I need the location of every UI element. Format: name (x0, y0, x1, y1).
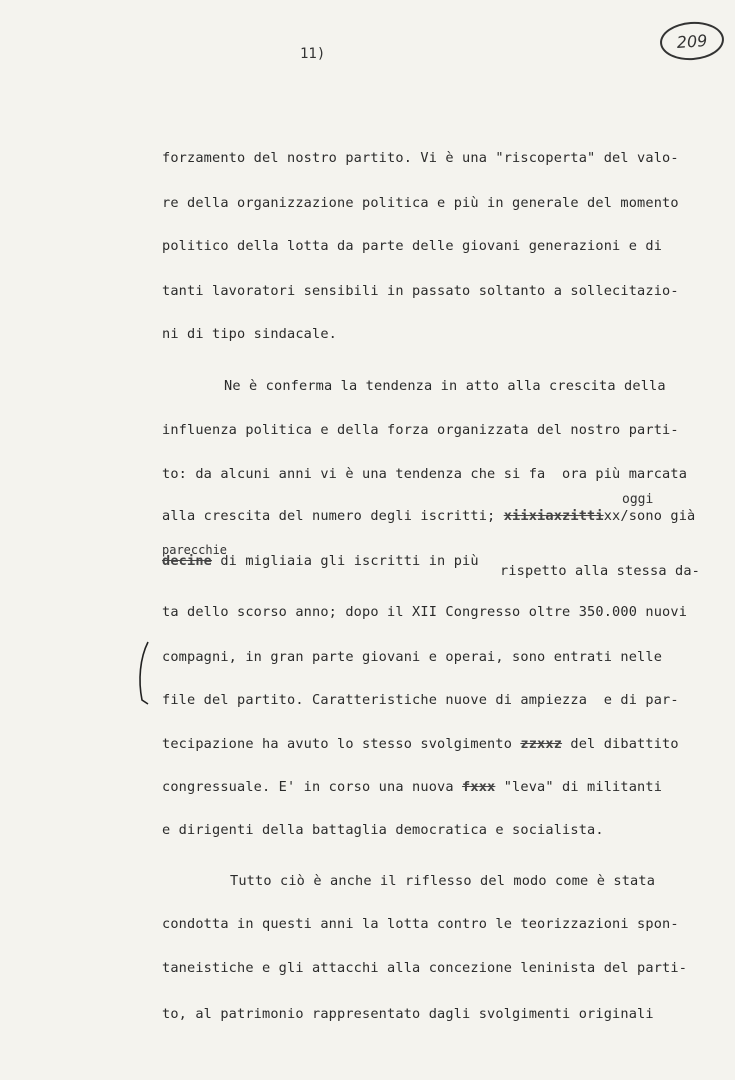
struck-text: zzxxz (520, 736, 563, 752)
text-line: tecipazione ha avuto lo stesso svolgimento zzxxz del dibattito (162, 736, 679, 752)
text-line: alla crescita del numero degli iscritti; xiixiaxzittixx/sono già (162, 508, 696, 524)
page-number: 11) (300, 46, 326, 62)
text-line: ta dello scorso anno; dopo il XII Congresso oltre 350.000 nuovi (162, 604, 688, 620)
text-line: congressuale. E' in corso una nuova fxxx "leva" di militanti (162, 779, 663, 795)
text-line: taneistiche e gli attacchi alla concezione leninista del parti- (162, 960, 688, 976)
text-line: rispetto alla stessa da- (500, 563, 701, 579)
text-line: compagni, in gran parte giovani e operai, sono entrati nelle (162, 649, 663, 665)
text-line: ni di tipo sindacale. (162, 326, 338, 342)
text-line: Ne è conferma la tendenza in atto alla crescita della (224, 378, 666, 394)
text-line: Tutto ciò è anche il riflesso del modo come è stata (230, 873, 656, 889)
handwritten-insertion: oggi (622, 492, 654, 507)
text-line: re della organizzazione politica e più in generale del momento (162, 195, 679, 211)
margin-bracket-mark (136, 640, 152, 706)
handwritten-insertion: parecchie (162, 543, 228, 557)
text-line: forzamento del nostro partito. Vi è una "riscoperta" del valo- (162, 150, 679, 166)
struck-text: xiixiaxzitti (503, 508, 604, 524)
struck-text: decine (162, 553, 213, 569)
text-line: decine di migliaia gli iscritti in più (162, 553, 479, 569)
text-line: influenza politica e della forza organizzata del nostro parti- (162, 422, 679, 438)
text-line: e dirigenti della battaglia democratica e socialista. (162, 822, 604, 838)
text-line: to, al patrimonio rappresentato dagli svolgimenti originali (162, 1006, 654, 1022)
struck-text: fxxx (462, 779, 496, 795)
text-line: condotta in questi anni la lotta contro le teorizzazioni spon- (162, 916, 679, 932)
text-line: file del partito. Caratteristiche nuove di ampiezza e di par- (162, 692, 679, 708)
text-line: to: da alcuni anni vi è una tendenza che si fa ora più marcata (162, 466, 688, 482)
text-line: tanti lavoratori sensibili in passato soltanto a sollecitazio- (162, 283, 679, 299)
text-line: politico della lotta da parte delle giovani generazioni e di (162, 238, 663, 254)
page-stamp: 209 (659, 20, 725, 62)
